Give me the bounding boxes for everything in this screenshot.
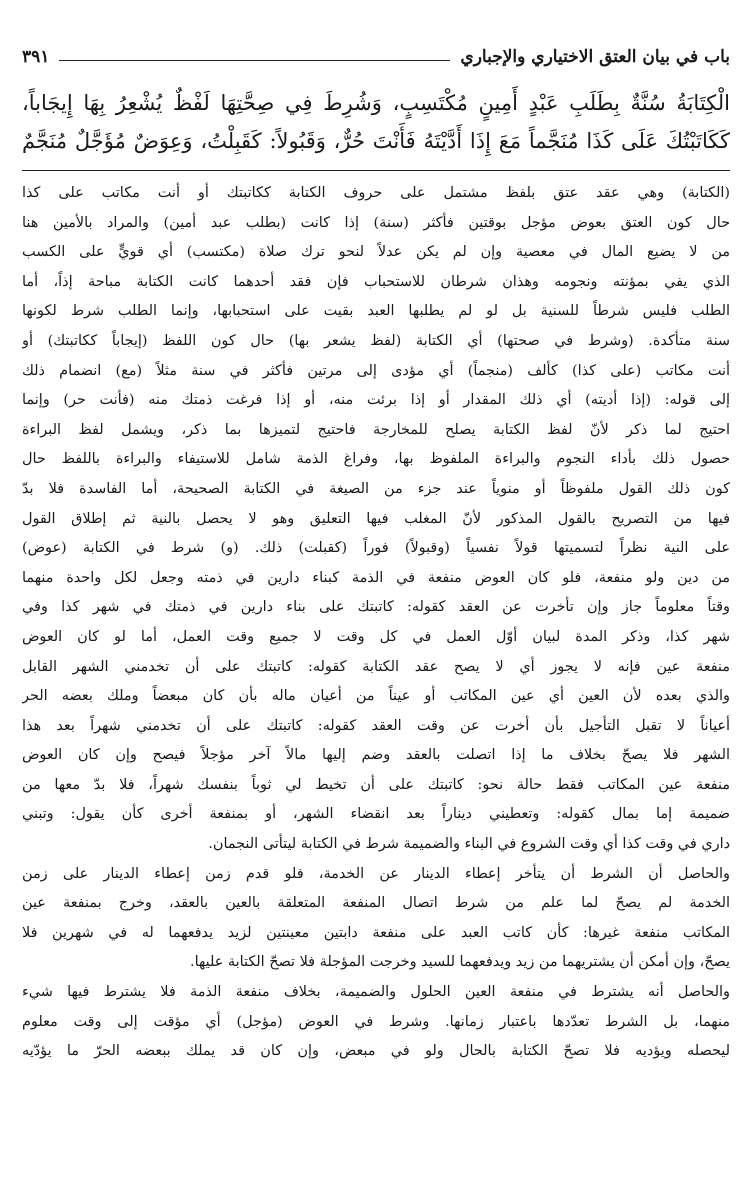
sharh-line: داري في وقت كذا أي وقت الشروع في البناء والضميمة شرط في الكتابة ليتأتى النجمان. bbox=[208, 836, 730, 853]
sharh-line: أعياناً لا تقبل التأجيل بأن أخرت عن وقت العقد كقوله: كاتبتك على أن تخدمني شهراً بعد هذا bbox=[22, 717, 730, 734]
sharh-line: من دين ولو منفعة، فلو كان العوض منفعة في الذمة كبناء دارين في ذمته وجعل لكل واحدة منهما bbox=[22, 569, 730, 586]
page-number: ٣٩١ bbox=[22, 47, 50, 67]
sharh-line: منهما، بل الشرط تعدّدها باعتبار زمانها. وشرط في العوض (مؤجل) أي مؤقت إلى وقت معلوم bbox=[22, 1013, 730, 1030]
sharh-line: الخدمة لم يصحّ لما علم من شرط اتصال المنفعة المتعلقة بالعين بالعقد، وخرج بمنفعة عين bbox=[22, 895, 730, 912]
sharh-line: وقتاً معلوماً جاز وإن تأخرت عن العقد كقوله: كاتبتك على بناء دارين في ذمتك في شهر كذا وفي bbox=[22, 599, 730, 616]
sharh-line: الذي يفي بمؤنته ونجومه وهذان شرطان للاستحباب فإن فقد أحدهما كانت الكتابة مباحة إذاً، أما bbox=[22, 273, 730, 290]
sharh-line: إلى قوله: (إذا أديته) أي ذلك المقدار أو إذا برئت منه، أو إذا فرغت ذمتك منه (فأنت حر) وإنما bbox=[22, 392, 730, 409]
sharh-line: (الكتابة) وهي عقد عتق بلفظ مشتمل على حروف الكتابة ككاتبتك أو أنت مكاتب على كذا bbox=[22, 185, 730, 201]
sharh-line: سنة متأكدة. (وشرط في صحتها) أي الكتابة (لفظ يشعر بها) حال كون اللفظ (إيجاباً ككاتبتك) أو bbox=[22, 332, 730, 349]
sharh-line: والحاصل أن الشرط أن يتأخر إعطاء الدينار عن الخدمة، فلو قدم زمن إعطاء الدينار على زمن bbox=[22, 865, 730, 882]
sharh-line: يصحّ، وإن أمكن أن يشتريهما من زيد ويدفعهما للسيد وخرجت المؤجلة فلا تصحّ الكتابة عليها. bbox=[190, 954, 730, 971]
sharh-line: على النية نظراً لتسميتها قولاً نفسياً (وقبولاً) فوراً (كقبلت) ذلك. (و) شرط في الكتابة (عوض) bbox=[22, 540, 730, 557]
matn-line: الْكِتَابَةُ سُنَّةٌ بِطَلَبِ عَبْدٍ أَمِينٍ مُكْتَسِبٍ، وَشُرِطَ فِي صِحَّتِهَا لَفْظٌ يُشْعِرُ بِهَا إِيجَاباً، bbox=[22, 91, 730, 115]
sharh-line: أنت مكاتب (على كذا) كألف (منجماً) أي مؤدى إلى مرتين فأكثر في سنة مثلاً (مع) انضمام ذلك bbox=[22, 362, 730, 379]
matn-line: كَكَاتَبْتُكَ عَلَى كَذَا مُنَجَّماً مَعَ إِذَا أَدَّيْتَهُ فَأَنْتَ حُرٌّ، وَقَبُولاً: كَقَبِلْتُ، وَعِوَضٌ مُؤَجَّلٌ مُنَجَّمٌ bbox=[22, 129, 730, 153]
matn-text bbox=[22, 84, 730, 160]
sharh-line: الطلب فليس شرطاً للسنية بل لو لم يطلبها العبد بقيت على استحبابها، وإنما الطلب شرط لكونها bbox=[22, 303, 730, 320]
sharh-line: المكاتب منفعة غيرها: كأن كاتب العبد على منفعة دابتين معينتين لزيد يدفعهما له في شهرين فلا bbox=[22, 924, 730, 941]
sharh-line: والذي بعده لأن العين أي عين المكاتب أو عيناً من أعيان ماله بأن كان مبعضاً وملك بعضه الحر bbox=[22, 688, 730, 705]
chapter-title: باب في بيان العتق الاختياري والإجباري bbox=[460, 47, 730, 67]
matn-sharh-divider bbox=[22, 170, 730, 171]
sharh-line: احتيج لما ذكر لأنّ لفظ الكتابة يصلح للمخارجة فاحتيج لتميزها بما ذكر، ويشمل لفظ البراءة bbox=[22, 421, 730, 438]
header-rule bbox=[59, 60, 450, 61]
sharh-line: ليحصله ويؤديه فلا تصحّ الكتابة بالحال ولو في مبعض، وإن كان قد يملك ببعضه الحرّ ما يؤدّيه bbox=[22, 1043, 730, 1060]
sharh-line: حال كون العتق بعوض مؤجل بوقتين فأكثر (سنة) إذا كانت (بطلب عبد أمين) والمراد بالأمين هنا bbox=[22, 214, 730, 231]
sharh-line: الشهر فلا يصحّ بخلاف ما إذا اتصلت بالعقد وضم إليها مالاً آخر مؤجلاً فيصح وإن كان العوض bbox=[22, 747, 730, 764]
sharh-line: من لا يضيع المال في معصية وإن لم يكن عدلاً لنحو ترك صلاة (مكتسب) أي قويٍّ على الكسب bbox=[22, 244, 730, 261]
sharh-line: كون ذلك القول ملفوظاً أو منوياً عند جزء من الصيغة في الكتابة الصحيحة، أما الفاسدة فلا بدّ bbox=[22, 480, 730, 497]
sharh-line: ضميمة إما بمال كقوله: وتعطيني ديناراً بعد انقضاء الشهر، أو بمنفعة أخرى كأن يقول: وتبني bbox=[22, 806, 730, 823]
running-header bbox=[22, 42, 730, 72]
sharh-line: منفعة عين المكاتب فقط حالة نحو: كاتبتك على أن تخيط لي ثوباً بنفسك شهراً، فلا بدّ معها من bbox=[22, 776, 730, 793]
sharh-text bbox=[22, 179, 730, 1067]
sharh-line: فيها من التصريح بالقول المذكور لأنّ المغلب فيها التعليق وهو لا يحصل بالنية ثم إطلاق القول bbox=[22, 510, 730, 527]
sharh-line: شهر كذا، وذكر المدة لبيان أوّل العمل في كل وقت لا جميع وقت العمل، أما لو كان العوض bbox=[22, 628, 730, 645]
sharh-line: منفعة عين فإنه لا يجوز أي لا يصح عقد الكتابة كقوله: كاتبتك على أن تخدمني الشهر القابل bbox=[22, 658, 730, 675]
sharh-line: والحاصل أنه يشترط في منفعة العين الحلول والضميمة، بخلاف منفعة الذمة فلا يشترط فيها شيء bbox=[22, 984, 730, 1001]
sharh-line: حصول ذلك بأداء النجوم والبراءة الملفوظ بها، وفراغ الذمة شامل للاستيفاء والبراءة باللفظ حال bbox=[22, 451, 730, 468]
